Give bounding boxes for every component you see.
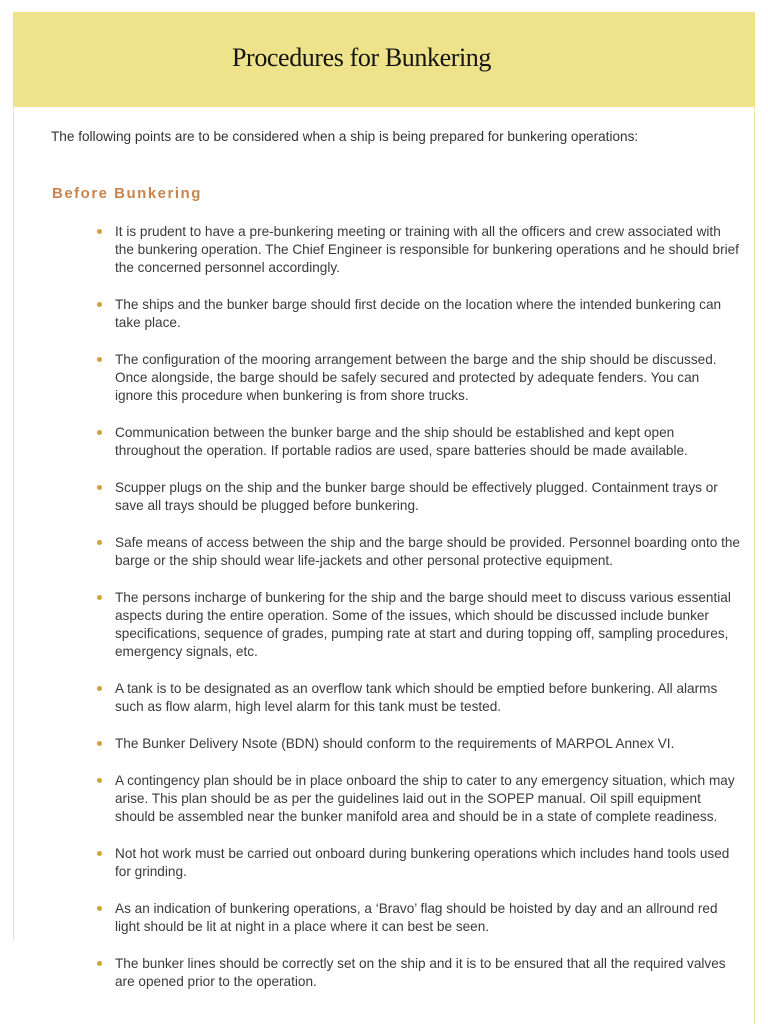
bullet-icon — [97, 430, 102, 435]
procedure-list — [115, 223, 740, 1010]
bullet-icon — [97, 851, 102, 856]
list-item — [115, 900, 740, 936]
bullet-icon — [97, 357, 102, 362]
list-item-text: It is prudent to have a pre-bunkering meeting or training with all the officers and crew associated with the bunkering operation. The Chief Engineer is responsible for bunkering operations and he should brief the concerned personnel accordingly. — [115, 224, 739, 275]
list-item — [115, 296, 740, 332]
list-item-text: The Bunker Delivery Nsote (BDN) should conform to the requirements of MARPOL Annex VI. — [115, 736, 675, 751]
list-item — [115, 223, 740, 277]
list-item — [115, 534, 740, 570]
page-title: Procedures for Bunkering — [232, 43, 491, 72]
bullet-icon — [97, 778, 102, 783]
list-item-text: A contingency plan should be in place onboard the ship to cater to any emergency situation, which may arise. This plan should be as per the guidelines laid out in the SOPEP manual. Oil spill equipment should be assembled near the bunker manifold area and should be in a state of complete readiness. — [115, 773, 735, 824]
bullet-icon — [97, 595, 102, 600]
header-band — [13, 12, 755, 107]
list-item-text: As an indication of bunkering operations, a ‘Bravo’ flag should be hoisted by day and an allround red light should be lit at night in a place where it can best be seen. — [115, 901, 718, 934]
list-item — [115, 424, 740, 460]
list-item-text: A tank is to be designated as an overflow tank which should be emptied before bunkering. All alarms such as flow alarm, high level alarm for this tank must be tested. — [115, 681, 718, 714]
list-item-text: The configuration of the mooring arrangement between the barge and the ship should be discussed. Once alongside, the barge should be safely secured and protected by adequate fenders. You can ignore this procedure when bunkering is from shore trucks. — [115, 352, 717, 403]
bullet-icon — [97, 686, 102, 691]
left-border-rule — [13, 107, 14, 940]
bullet-icon — [97, 229, 102, 234]
bullet-icon — [97, 485, 102, 490]
list-item — [115, 735, 740, 753]
list-item — [115, 772, 740, 826]
list-item — [115, 845, 740, 881]
list-item — [115, 589, 740, 661]
right-border-rule — [754, 107, 755, 1024]
list-item-text: Scupper plugs on the ship and the bunker barge should be effectively plugged. Containment trays or save all trays should be plugged before bunkering. — [115, 480, 718, 513]
list-item-text: The persons incharge of bunkering for the ship and the barge should meet to discuss various essential aspects during the entire operation. Some of the issues, which should be discussed include bunker specifications, sequence of grades, pumping rate at start and during topping off, sampling procedures, emergency signals, etc. — [115, 590, 731, 659]
list-item — [115, 680, 740, 716]
list-item — [115, 955, 740, 991]
bullet-icon — [97, 906, 102, 911]
list-item-text: The ships and the bunker barge should first decide on the location where the intended bunkering can take place. — [115, 297, 722, 330]
list-item-text: Communication between the bunker barge and the ship should be established and kept open throughout the operation. If portable radios are used, spare batteries should be made available. — [115, 425, 688, 458]
bullet-icon — [97, 540, 102, 545]
section-heading: Before Bunkering — [52, 185, 202, 202]
bullet-icon — [97, 741, 102, 746]
bullet-icon — [97, 961, 102, 966]
list-item — [115, 351, 740, 405]
list-item-text: Safe means of access between the ship and the barge should be provided. Personnel boarding onto the barge or the ship should wear life-jackets and other personal protective equipment. — [115, 535, 740, 568]
list-item — [115, 479, 740, 515]
bullet-icon — [97, 302, 102, 307]
list-item-text: Not hot work must be carried out onboard during bunkering operations which includes hand tools used for grinding. — [115, 846, 730, 879]
list-item-text: The bunker lines should be correctly set on the ship and it is to be ensured that all the required valves are opened prior to the operation. — [115, 956, 726, 989]
intro-text: The following points are to be considered when a ship is being prepared for bunkering operations: — [51, 129, 639, 144]
